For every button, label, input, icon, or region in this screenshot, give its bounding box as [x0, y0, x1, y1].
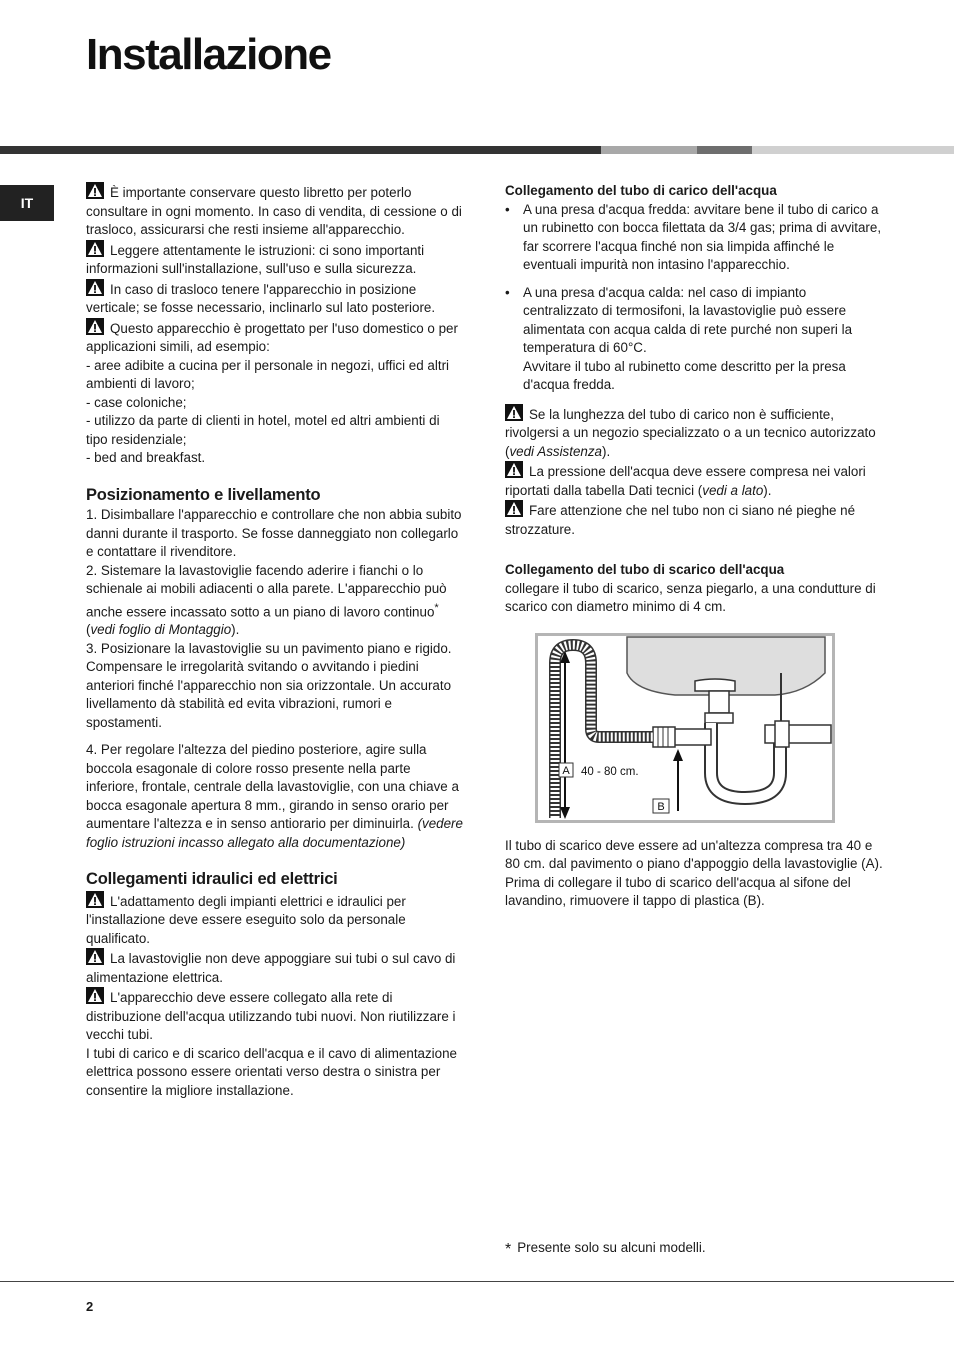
- intro-text-4: Questo apparecchio è progettato per l'uso domestico o per applicazioni simili, ad esempio:: [86, 320, 458, 354]
- warning-icon: [86, 948, 104, 965]
- intro-paragraph-2: [86, 240, 464, 279]
- positioning-step-3: 3. Posizionare la lavastoviglie su un pavimento piano e rigido. Compensare le irregolarità svitando o avvitando i piedini anteriori finché l'apparecchio non sia orizzontale. Un accurato livellamento dà stabilità ed evita vibrazioni, rumori e spostamenti.: [86, 640, 452, 730]
- section-heading-positioning: Posizionamento e livellamento: [86, 485, 321, 504]
- inlet-warning-1-text: Se la lunghezza del tubo di carico non è sufficiente, rivolgersi a un negozio specializzato o a un tecnico autorizzato: [505, 406, 876, 440]
- warning-icon: [86, 318, 104, 335]
- header-rule-light: [752, 146, 954, 154]
- header-rule-mid2: [697, 146, 752, 154]
- drain-hose-heading: Collegamento del tubo di scarico dell'acqua: [505, 562, 785, 577]
- intro-list-item: - bed and breakfast.: [86, 450, 206, 465]
- footnote-star: *: [505, 1241, 512, 1258]
- page-title: Installazione: [86, 30, 331, 79]
- bullet-marker: •: [505, 284, 510, 300]
- connections-paragraph-4: I tubi di carico e di scarico dell'acqua e il cavo di alimentazione elettrica possono essere orientati verso destra o sinistra per consentire la migliore installazione.: [86, 1045, 457, 1098]
- connections-text-3: L'apparecchio deve essere collegato alla rete di distribuzione dell'acqua utilizzando tubi nuovi. Non riutilizzare i vecchi tubi.: [86, 990, 456, 1043]
- bullet-marker: •: [505, 201, 510, 217]
- inlet-warning-3: [505, 500, 883, 539]
- language-tab: IT: [0, 185, 54, 221]
- intro-list-item: - aree adibite a cucina per il personale in negozi, uffici ed altri ambienti di lavoro;: [86, 357, 449, 391]
- footnote: [505, 1240, 706, 1259]
- positioning-step-2-text: 2. Sistemare la lavastoviglie facendo aderire i fianchi o lo schienale ai mobili adiacenti o alla parete. L'apparecchio può anche essere incassato sotto a un piano di lavoro continuo: [86, 562, 447, 619]
- inlet-warning-3-text: Fare attenzione che nel tubo non ci siano né pieghe né strozzature.: [505, 503, 856, 537]
- warning-icon: [86, 987, 104, 1004]
- footnote-text: Presente solo su alcuni modelli.: [517, 1240, 706, 1255]
- connections-paragraph-1: [86, 891, 464, 949]
- inlet-hose-heading: Collegamento del tubo di carico dell'acqua: [505, 183, 777, 198]
- label-b: B: [657, 800, 665, 813]
- warning-icon: [86, 279, 104, 296]
- warning-icon: [505, 500, 523, 517]
- header-rule-dark: [0, 146, 601, 154]
- connections-text-1: L'adattamento degli impianti elettrici e idraulici per l'installazione deve essere eseguito solo da personale qualificato.: [86, 893, 406, 946]
- inlet-warning-1: Se la lunghezza del tubo di carico non è sufficiente, rivolgersi a un negozio specializzato o a un tecnico autorizzato (vedi Assistenza).: [505, 404, 883, 462]
- installation-sheet-reference: (vedere foglio istruzioni incasso allegato alla documentazione): [86, 816, 463, 850]
- footnote-star: *: [434, 601, 439, 614]
- inlet-bullet-hot: [505, 284, 883, 395]
- warning-icon: [86, 182, 104, 199]
- positioning-step-2: 2. Sistemare la lavastoviglie facendo aderire i fianchi o lo schienale ai mobili adiacenti o alla parete. L'apparecchio può anche essere incassato sotto a un piano di lavoro continuo* (vedi foglio di Montaggio).: [86, 562, 447, 638]
- technical-data-reference: vedi a lato: [702, 482, 764, 498]
- inlet-bullet-cold-text: A una presa d'acqua fredda: avvitare bene il tubo di carico a un rubinetto con bocca filettata da 3/4 gas; prima di avvitare, far scorrere l'acqua finché non sia limpida affinché le eventuali impurità non intasino l'apparecchio.: [523, 201, 882, 272]
- service-reference: vedi Assistenza: [509, 443, 603, 459]
- intro-text-1: È importante conservare questo libretto per poterlo consultare in ogni momento. In caso di vendita, di cessione o di trasloco, assicurarsi che resti insieme all'apparecchio.: [86, 185, 462, 237]
- warning-icon: [86, 891, 104, 908]
- drain-height-text: Il tubo di scarico deve essere ad un'altezza compresa tra 40 e 80 cm. dal pavimento o piano d'appoggio della lavastoviglie (A).: [505, 837, 883, 871]
- intro-paragraph-1: [86, 182, 464, 240]
- intro-text-2: Leggere attentamente le istruzioni: ci sono importanti informazioni sull'installazione, sull'uso e sulla sicurezza.: [86, 242, 425, 276]
- drain-hose-diagram: [535, 633, 835, 823]
- section-heading-connections: Collegamenti idraulici ed elettrici: [86, 870, 338, 889]
- intro-paragraph-4: [86, 318, 464, 357]
- page-number: 2: [86, 1299, 94, 1314]
- label-a: A: [562, 764, 570, 777]
- connections-paragraph-3: [86, 987, 464, 1045]
- positioning-step-4-text: 4. Per regolare l'altezza del piedino posteriore, agire sulla boccola esagonale di colore rosso presente nella parte inferiore, frontale, centrale della lavastoviglie, con una chiave a bocca esagonale apertura 8 mm., girando in senso orario per aumentare l'altezza e in senso antiorario per diminuirla.: [86, 742, 459, 832]
- intro-paragraph-3: [86, 279, 464, 318]
- height-range-label: 40 - 80 cm.: [581, 765, 639, 778]
- inlet-bullet-hot-text: A una presa d'acqua calda: nel caso di impianto centralizzato di termosifoni, la lavastoviglie può essere alimentata con acqua calda di rete purché non superi la temperatura di 60°C.: [523, 284, 853, 355]
- inlet-bullet-hot-text-2: Avvitare il tubo al rubinetto come descritto per la presa d'acqua fredda.: [523, 358, 846, 392]
- inlet-warning-2-text: La pressione dell'acqua deve essere compresa nei valori riportati dalla tabella Dati tecnici: [505, 464, 866, 498]
- inlet-bullet-hot-body: [523, 284, 883, 395]
- positioning-step-4: [86, 741, 464, 852]
- warning-icon: [505, 461, 523, 478]
- connections-text-2: La lavastoviglie non deve appoggiare sui tubi o sul cavo di alimentazione elettrica.: [86, 951, 456, 985]
- intro-list-item: - utilizzo da parte di clienti in hotel, motel ed altri ambienti di tipo residenziale;: [86, 413, 440, 447]
- inlet-bullet-cold: [505, 201, 883, 275]
- connections-paragraph-2: [86, 948, 464, 987]
- drain-hose-text: collegare il tubo di scarico, senza piegarlo, a una condutture di scarico con diametro minimo di 4 cm.: [505, 580, 876, 614]
- drain-cap-text: Prima di collegare il tubo di scarico dell'acqua al sifone del lavandino, rimuovere il tappo di plastica (B).: [505, 874, 851, 908]
- left-column: [86, 182, 464, 1100]
- intro-list-item: - case coloniche;: [86, 394, 187, 410]
- warning-icon: [505, 404, 523, 421]
- positioning-step-1: 1. Disimballare l'apparecchio e controllare che non abbia subito danni durante il trasporto. Se fosse danneggiato non collegarlo e contattare il rivenditore.: [86, 507, 462, 559]
- warning-icon: [86, 240, 104, 257]
- header-rule-mid: [601, 146, 697, 154]
- assembly-sheet-reference: vedi foglio di Montaggio: [90, 622, 232, 638]
- footer-rule: [0, 1281, 954, 1282]
- right-column: [505, 182, 883, 911]
- inlet-warning-2: La pressione dell'acqua deve essere compresa nei valori riportati dalla tabella Dati tecnici (vedi a lato).: [505, 461, 883, 500]
- intro-text-3: In caso di trasloco tenere l'apparecchio in posizione verticale; se fosse necessario, inclinarlo sul lato posteriore.: [86, 281, 436, 315]
